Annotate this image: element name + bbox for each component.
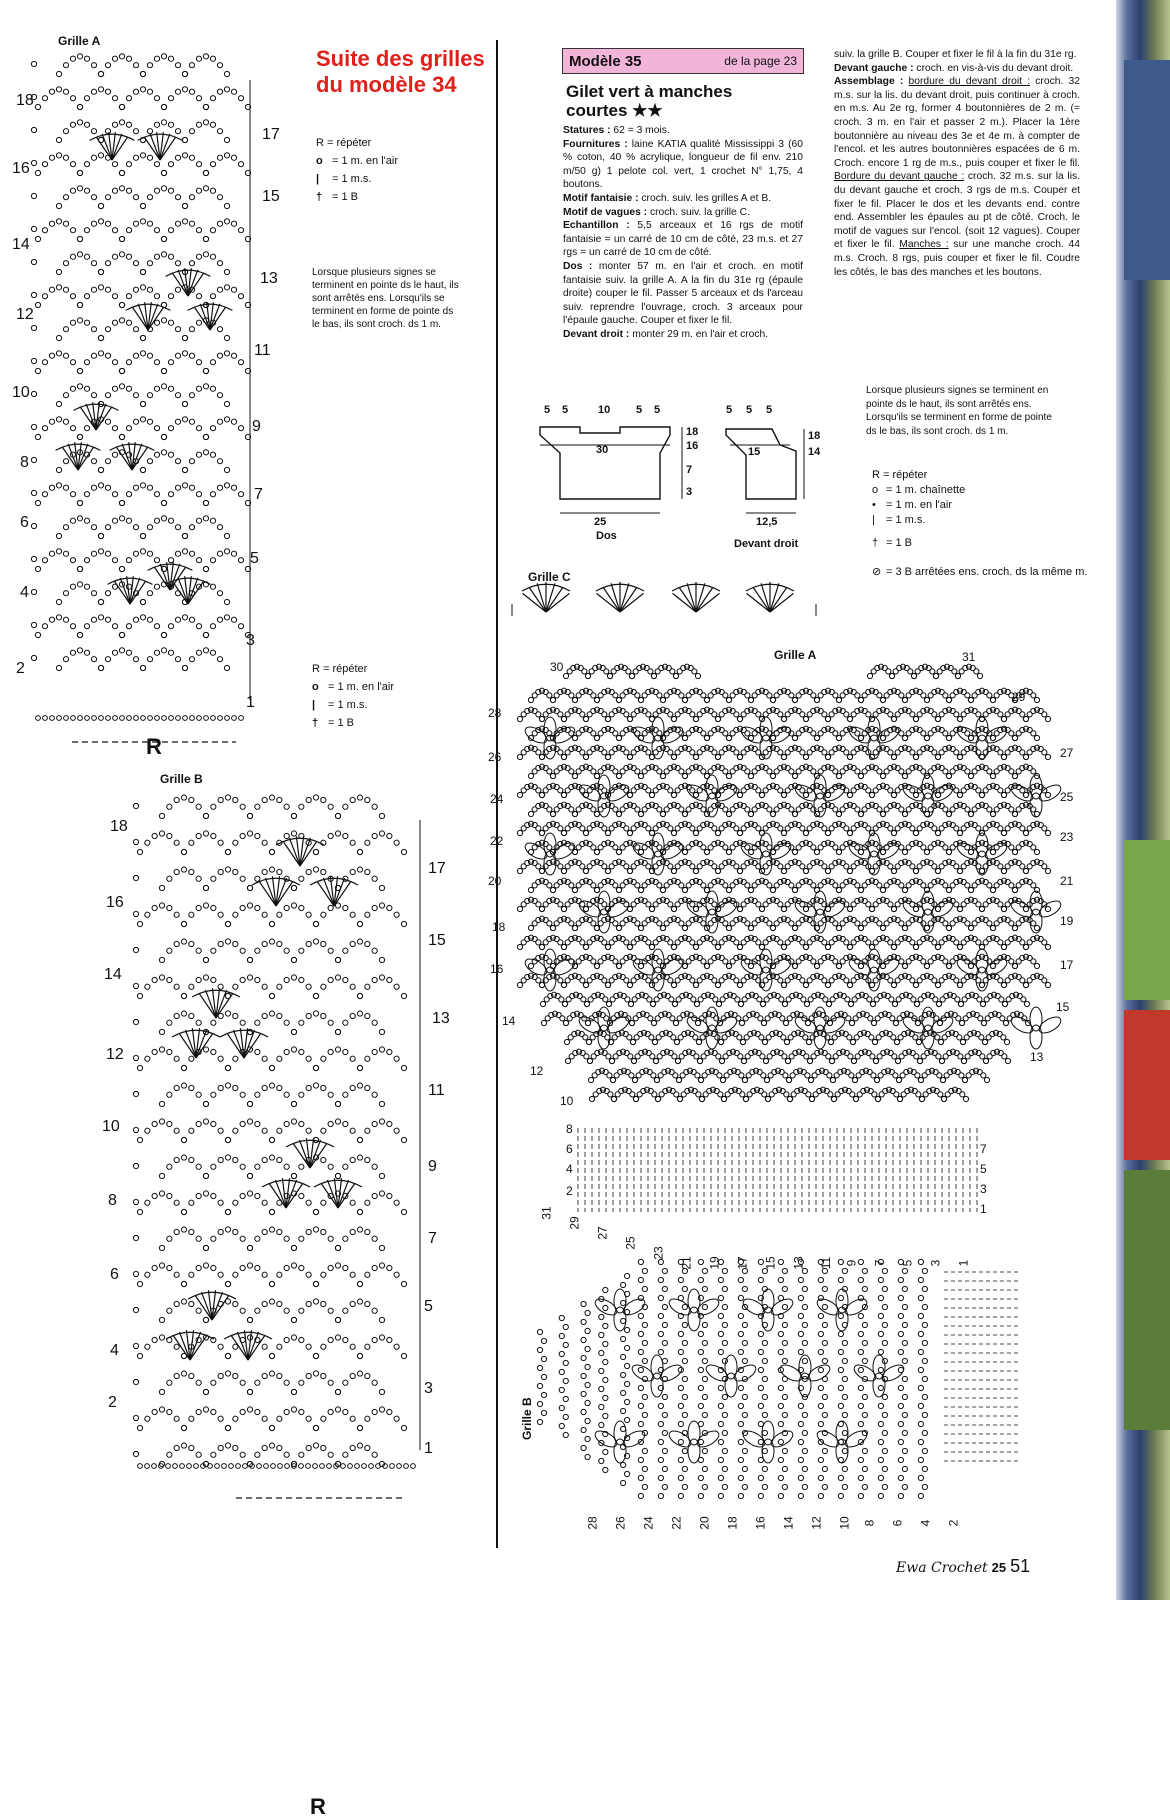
model-name: Modèle 35 [569,53,642,70]
grille-b-row-18: 18 [110,818,128,836]
legend-right: R = répéter o = 1 m. chaînette • = 1 m. en l'air | = 1 m.s. † = 1 B ⊘ = 3 B arrêtées ens. croch. ds la même m. [872,468,1087,580]
grille-a-big-right-25: 25 [1060,790,1073,804]
legend-b: † = 1 B [316,188,398,206]
grille-b-row-6: 6 [110,1266,119,1284]
grille-b-big-bottom-8: 8 [862,1520,876,1527]
grille-b-big-top-3: 3 [928,1260,942,1267]
legend-chain: o = 1 m. en l'air [312,678,394,696]
legend-ms: | = 1 m.s. [312,696,394,714]
grille-b-row-7: 7 [428,1230,437,1248]
chain-icon: o [872,483,886,498]
dos-top-4: 5 [636,404,642,416]
grille-b-big-top-13: 13 [792,1256,806,1269]
grille-a-row-8: 8 [20,454,29,472]
grille-a-big-left-2: 2 [566,1184,573,1198]
devant-bottom: 12,5 [756,516,777,528]
devant-top-3: 5 [766,404,772,416]
treble-stitch-icon: † [316,188,332,206]
dos-top-5: 5 [654,404,660,416]
legend-repeat: R = répéter [316,134,398,152]
grille-a-big-left-10: 10 [560,1094,573,1108]
grille-b-title: Grille B [160,772,203,786]
grille-a-big-right-13: 13 [1030,1050,1043,1064]
grille-a-big-left-18: 18 [492,920,505,934]
dos-right-4: 3 [686,486,692,498]
dos-bottom: 25 [594,516,606,528]
dos-label: Dos [596,530,617,542]
legend-ms: | = 1 m.s. [316,170,398,188]
grille-a-big-left-26: 26 [488,750,501,764]
grille-a-big-right-31: 31 [962,650,975,664]
legend-repeat: R = répéter [312,660,394,678]
devant-label: Devant droit [734,538,799,550]
grille-b-big-bottom-14: 14 [782,1516,796,1529]
grille-a-big-left-16: 16 [490,962,503,976]
dos-top-3: 10 [598,404,610,416]
grille-a-big-right-29: 29 [1012,690,1025,704]
page-number: 51 [1010,1556,1030,1577]
grille-a-row-7: 7 [254,486,263,504]
dos-width: 30 [596,444,608,456]
section-heading: Suite des grilles du modèle 34 [316,46,496,98]
grille-b-repeat-label: R [310,1794,326,1820]
grille-a-row-5: 5 [250,550,259,568]
grille-b-big-top-25: 25 [624,1236,638,1249]
grille-a-row-10: 10 [12,384,30,402]
grille-a-big-right-5: 5 [980,1162,987,1176]
treble-stitch-icon: † [872,536,886,551]
grille-a-big-left-8: 8 [566,1122,573,1136]
grille-b-big-top-21: 21 [680,1256,694,1269]
grille-b-row-2: 2 [108,1394,117,1412]
grille-a-big-left-12: 12 [530,1064,543,1078]
grille-a-big-right-23: 23 [1060,830,1073,844]
magazine-brand: Ewa Crochet [896,1560,988,1576]
grille-b-big-top-29: 29 [568,1216,582,1229]
grille-b-big-top-31: 31 [540,1206,554,1219]
cluster-icon: ⊘ [872,565,886,580]
grille-a-row-17: 17 [262,126,280,144]
scan-edge-strip [1116,0,1170,1600]
left-note: Lorsque plusieurs signes se terminent en pointe ds le haut, ils sont arrêtés ens. Lorsqu'ils se terminent en forme de pointe ds le bas, ils sont croch. ds 1 m. [312,266,462,331]
grille-b-big-bottom-4: 4 [918,1520,932,1527]
treble-stitch-icon: † [312,714,328,732]
grille-a-row-2: 2 [16,660,25,678]
grille-a-big-left-28: 28 [488,706,501,720]
grille-a-row-14: 14 [12,236,30,254]
right-note: Lorsque plusieurs signes se terminent en pointe ds le haut, ils sont arrêtés ens. Lorsqu'ils se terminent en forme de pointe ds le bas, ils sont croch. ds 1 m. [866,384,1056,438]
devant-right-1: 18 [808,430,820,442]
single-stitch-icon: | [872,513,886,528]
grille-b-big-chart [537,1259,1020,1498]
grille-b-big-top-11: 11 [819,1257,833,1269]
grille-b-row-3: 3 [424,1380,433,1398]
grille-c-chart [512,582,816,616]
single-stitch-icon: | [312,696,328,714]
grille-a-big-right-21: 21 [1060,874,1073,888]
dos-top-2: 5 [562,404,568,416]
grille-a-repeat-label: R [146,734,162,760]
grille-b-row-4: 4 [110,1342,119,1360]
grille-b-big-bottom-28: 28 [586,1516,600,1529]
grille-b-big-top-23: 23 [652,1246,666,1259]
grille-a-big-right-17: 17 [1060,958,1073,972]
single-stitch-icon: | [316,170,332,188]
devant-top-1: 5 [726,404,732,416]
instructions-column-2: suiv. la grille B. Couper et fixer le fil à la fin du 31e rg. Devant gauche : croch. en vis-à-vis du devant droit. Assemblage : bordure du devant droit : croch. 32 m.s. sur la lis. du devant droit, puis continuer à croch. en m.s. Au 2e rg, former 4 boutonnières de 2 m. (= croch. 3 m. en l'air et passer 2 m.). Placer la 1ère boutonnière au niveau des 3e et 4e m. à compter de l'encol. et les autres boutonnières espacées de 6 m. Croch. encore 1 rg de m.s., puis couper et fixer le fil. Bordure du devant gauche : croch. 32 m.s. sur la lis. du devant gauche et croch. 3 rgs de m.s. Couper et fixer le fil. Placer le dos et les devants end. contre end. Assembler les épaules au pt de côté. Croch. le motif de vagues sur l'encol. (soit 12 vagues). Couper et fixer le fil. Manches : sur une manche croch. 44 m.s. Croch. 8 rgs, puis couper et fixer le fil. Coudre les côtés, le bas des manches et les boutons. [834,48,1080,279]
grille-b-row-13: 13 [432,1010,450,1028]
grille-a-row-6: 6 [20,514,29,532]
grille-b-big-top-9: 9 [844,1260,858,1267]
grille-a-big-title: Grille A [774,648,816,662]
instructions-column-1: Statures : 62 = 3 mois. Fournitures : laine KATIA qualité Mississippi 3 (60 % coton, 40 % acrylique, longueur de fil env. 210 m/50 g) 1 pelote col. vert, 1 crochet N° 1,75, 4 boutons. Motif fantaisie : croch. suiv. les grilles A et B. Motif de vagues : croch. suiv. la grille C. Echantillon : 5,5 arceaux et 16 rgs de motif fantaisie = un carré de 10 cm de côté, 23 m.s. et 27 rgs = un carré de 10 cm de côté. Dos : monter 57 m. en l'air et croch. en motif fantaisie suiv. la grille A. A la fin du 31e rg (épaule droite) couper le fil. Passer 5 arceaux et ds l'arceau suiv. reprendre l'ouvrage, croch. 3 arceaux pour l'épaule gauche. Couper et fixer le fil. Devant droit : monter 29 m. en l'air et croch. [563,124,803,342]
grille-b-big-bottom-18: 18 [726,1516,740,1529]
grille-b-row-16: 16 [106,894,124,912]
grille-b-row-10: 10 [102,1118,120,1136]
grille-b-row-8: 8 [108,1192,117,1210]
grille-b-big-top-7: 7 [872,1260,886,1267]
grille-a-row-1: 1 [246,694,255,712]
grille-b-big-bottom-22: 22 [670,1516,684,1529]
grille-b-row-15: 15 [428,932,446,950]
devant-top-2: 5 [746,404,752,416]
grille-a-row-18: 18 [16,92,34,110]
model-page-ref: de la page 23 [724,54,797,68]
grille-b-big-top-15: 15 [764,1256,778,1269]
grille-b-row-9: 9 [428,1158,437,1176]
grille-b-row-12: 12 [106,1046,124,1064]
grille-c-title: Grille C [528,570,571,584]
grille-a-big-right-15: 15 [1056,1000,1069,1014]
grille-a-big-right-19: 19 [1060,914,1073,928]
grille-a-big-left-6: 6 [566,1142,573,1156]
grille-a-row-9: 9 [252,418,261,436]
grille-b-row-14: 14 [104,966,122,984]
devant-right-2: 14 [808,446,821,458]
grille-b-row-5: 5 [424,1298,433,1316]
grille-b-big-top-17: 17 [736,1256,750,1269]
grille-b-row-17: 17 [428,860,446,878]
grille-a-big-left-30: 30 [550,660,563,674]
legend-b: † = 1 B [312,714,394,732]
dot-icon: • [872,498,886,513]
grille-b-big-bottom-6: 6 [890,1520,904,1527]
grille-b-big-top-19: 19 [708,1256,722,1269]
grille-a-big-left-20: 20 [488,874,501,888]
dos-right-3: 7 [686,464,692,476]
grille-a-big-left-24: 24 [490,792,503,806]
grille-a-big-right-3: 3 [980,1182,987,1196]
chain-icon: o [312,678,328,696]
grille-a-big-left-22: 22 [490,834,503,848]
grille-b-row-11: 11 [428,1082,445,1100]
grille-b-big-bottom-16: 16 [754,1516,768,1529]
grille-b-big-top-27: 27 [596,1226,610,1239]
grille-a-row-3: 3 [246,632,255,650]
grille-b-big-bottom-26: 26 [614,1516,628,1529]
grille-a-row-12: 12 [16,306,34,324]
grille-b-big-bottom-10: 10 [838,1516,852,1529]
dos-top-1: 5 [544,404,550,416]
grille-b-big-title: Grille B [520,1397,534,1440]
grille-a-row-4: 4 [20,584,29,602]
model-title: Gilet vert à manches courtes ★★ [566,82,796,120]
devant-width: 15 [748,446,760,458]
grille-a-big-left-14: 14 [502,1014,515,1028]
grille-b-big-bottom-12: 12 [810,1516,824,1529]
issue-number: 25 [992,1560,1006,1575]
grille-a-big-chart [517,664,1063,1212]
grille-b-big-bottom-2: 2 [946,1520,960,1527]
grille-a-big-left-4: 4 [566,1162,573,1176]
dos-right-2: 16 [686,440,698,452]
grille-b-big-bottom-24: 24 [642,1516,656,1529]
grille-a-row-13: 13 [260,270,278,288]
grille-b-big-top-5: 5 [900,1260,914,1267]
grille-a-big-right-7: 7 [980,1142,987,1156]
grille-b-big-bottom-20: 20 [698,1516,712,1529]
chain-icon: o [316,152,332,170]
page-footer [896,1556,1030,1577]
grille-a-big-right-1: 1 [980,1202,987,1216]
grille-a-big-right-27: 27 [1060,746,1073,760]
dos-right-1: 18 [686,426,698,438]
legend-chain: o = 1 m. en l'air [316,152,398,170]
grille-a-row-11: 11 [254,342,271,360]
grille-b-row-1: 1 [424,1440,433,1458]
grille-b-big-top-1: 1 [956,1260,970,1267]
grille-a-title: Grille A [58,34,100,48]
grille-a-row-16: 16 [12,160,30,178]
grille-a-row-15: 15 [262,188,280,206]
